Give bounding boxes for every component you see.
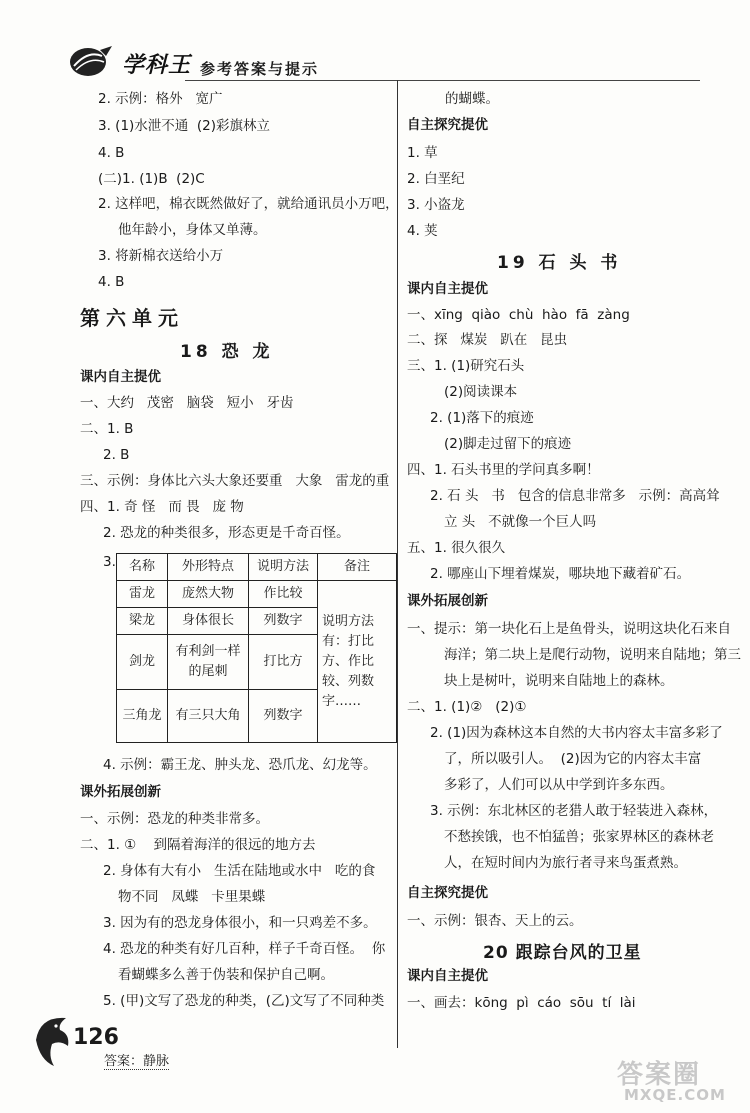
column-divider	[397, 80, 398, 1048]
answer-line: 五、1. 很久很久	[407, 540, 506, 556]
section-heading: 课外拓展创新	[407, 593, 488, 609]
answer-line: 一、大约 茂密 脑袋 短小 牙齿	[80, 395, 294, 411]
answer-line: 二、探 煤炭 趴在 昆虫	[407, 332, 568, 348]
answer-line: 2. 示例：格外 宽广	[98, 91, 223, 107]
lesson-title: 19 石 头 书	[497, 253, 622, 273]
section-heading: 课内自主提优	[407, 968, 488, 984]
answer-line: 2. 这样吧，棉衣既然做好了，就给通讯员小万吧，	[98, 196, 399, 212]
answer-line: 3. 小盗龙	[407, 197, 465, 213]
answer-line: 不愁挨饿，也不怕猛兽；张家界林区的森林老	[444, 829, 714, 845]
answer-line: 四、1. 石头书里的学问真多啊！	[407, 462, 600, 478]
answer-line: (2)脚走过留下的痕迹	[444, 436, 572, 452]
answer-line: 2. B	[103, 447, 130, 463]
answer-line: 多彩了，人们可以从中学到许多东西。	[444, 777, 674, 793]
watermark-url: MXQE.COM	[624, 1086, 726, 1104]
answer-line: 二、1. ① 到隔着海洋的很远的地方去	[80, 837, 316, 853]
answer-line: 了，所以吸引人。 (2)因为它的内容太丰富	[444, 751, 702, 767]
answer-line: 3. 因为有的恐龙身体很小，和一只鸡差不多。	[103, 915, 377, 931]
answer-line: 一、画去：kōng pì cáo sōu tí lài	[407, 995, 636, 1011]
answer-line: 一、示例：恐龙的种类非常多。	[80, 811, 269, 827]
answer-line: 看蝴蝶多么善于伪装和保护自己啊。	[118, 967, 334, 983]
answer-line: 三、示例：身体比六头大象还要重 大象 雷龙的重	[80, 473, 390, 489]
page-number: 126	[73, 1025, 119, 1050]
table-cell: 列数字	[249, 690, 318, 743]
answer-line: 4. 荚	[407, 223, 438, 239]
section-heading: 自主探究提优	[407, 885, 488, 901]
answer-line: (二)1. (1)B (2)C	[98, 171, 205, 187]
table-header: 名称	[117, 554, 168, 581]
table-cell: 作比较	[249, 581, 318, 608]
answer-line: 人，在短时间内为旅行者寻来鸟蛋煮熟。	[444, 855, 687, 871]
lesson-title: 18 恐 龙	[180, 342, 274, 362]
answer-line: 一、示例：银杏、天上的云。	[407, 913, 583, 929]
answer-line: 三、1. (1)研究石头	[407, 358, 525, 374]
watermark-logo: 答案圈	[617, 1060, 702, 1090]
table-cell: 列数字	[249, 608, 318, 635]
answer-line: 3.	[103, 554, 116, 570]
answer-line: 一、xīng qiào chù hào fā zàng	[407, 307, 630, 323]
table-cell: 三角龙	[117, 690, 168, 743]
section-heading: 课内自主提优	[407, 281, 488, 297]
answer-line: 四、1. 奇 怪 而 畏 庞 物	[80, 499, 244, 515]
dolphin-icon	[30, 1010, 76, 1074]
answer-line: 块上是树叶，说明来自陆地上的森林。	[444, 673, 674, 689]
answer-line: 4. B	[98, 274, 125, 290]
answer-line: 2. 哪座山下埋着煤炭，哪块地下藏着矿石。	[430, 566, 691, 582]
table-cell: 梁龙	[117, 608, 168, 635]
table-cell: 庞然大物	[168, 581, 249, 608]
answer-line: 物不同 凤蝶 卡里果蝶	[118, 889, 266, 905]
table-header: 外形特点	[168, 554, 249, 581]
brand-logo	[66, 44, 118, 82]
section-heading: 课外拓展创新	[80, 784, 161, 800]
answer-line: 一、提示：第一块化石上是鱼骨头，说明这块化石来自	[407, 621, 731, 637]
header-subtitle: 参考答案与提示	[200, 60, 320, 78]
table-cell: 有三只大角	[168, 690, 249, 743]
answer-line: 4. 恐龙的种类有好几百种，样子千奇百怪。 你	[103, 941, 386, 957]
answer-line: 他年龄小，身体又单薄。	[118, 222, 267, 238]
answer-line: 3. (1)水泄不通 (2)彩旗林立	[98, 118, 270, 134]
answer-line: 2. 白垩纪	[407, 171, 465, 187]
answer-line: 2. (1)落下的痕迹	[430, 410, 534, 426]
table-header: 备注	[318, 554, 397, 581]
answer-line: 二、1. (1)② (2)①	[407, 699, 527, 715]
answer-line: 二、1. B	[80, 421, 134, 437]
table-cell: 打比方	[249, 635, 318, 690]
brand-name: 学科王	[122, 53, 192, 78]
table-cell: 剑龙	[117, 635, 168, 690]
answer-line: 4. B	[98, 145, 125, 161]
table-cell: 身体很长	[168, 608, 249, 635]
table-cell: 雷龙	[117, 581, 168, 608]
section-heading: 自主探究提优	[407, 117, 488, 133]
answer-line: 立 头 不就像一个巨人吗	[444, 514, 597, 530]
table-header: 说明方法	[249, 554, 318, 581]
dinosaur-table	[116, 553, 397, 743]
answer-line: 2. 恐龙的种类很多，形态更是千奇百怪。	[103, 525, 350, 541]
answer-label: 答案：静脉	[104, 1050, 169, 1070]
table-cell: 有利剑一样的尾刺	[168, 635, 249, 690]
answer-line: 2. 身体有大有小 生活在陆地或水中 吃的食	[103, 863, 376, 879]
answer-line: 的蝴蝶。	[445, 91, 499, 107]
table-note: 说明方法有：打比方、作比较、列数字……	[318, 581, 397, 743]
section-heading: 课内自主提优	[80, 369, 161, 385]
answer-line: 1. 草	[407, 145, 438, 161]
answer-line: 2. 石 头 书 包含的信息非常多 示例：高高耸	[430, 488, 720, 504]
answer-line: (2)阅读课本	[444, 384, 518, 400]
lesson-title: 20 跟踪台风的卫星	[483, 943, 642, 963]
answer-line: 5. (甲)文写了恐龙的种类，(乙)文写了不同种类	[103, 993, 385, 1009]
answer-line: 3. 示例：东北林区的老猎人敢于轻装进入森林，	[430, 803, 718, 819]
unit-title: 第六单元	[80, 306, 184, 330]
header-divider	[185, 80, 700, 81]
answer-line: 2. (1)因为森林这本自然的大书内容太丰富多彩了	[430, 725, 723, 741]
answer-line: 海洋；第二块上是爬行动物，说明来自陆地；第三	[444, 647, 741, 663]
answer-line: 3. 将新棉衣送给小万	[98, 248, 224, 264]
answer-line: 4. 示例：霸王龙、肿头龙、恐爪龙、幻龙等。	[103, 757, 377, 773]
